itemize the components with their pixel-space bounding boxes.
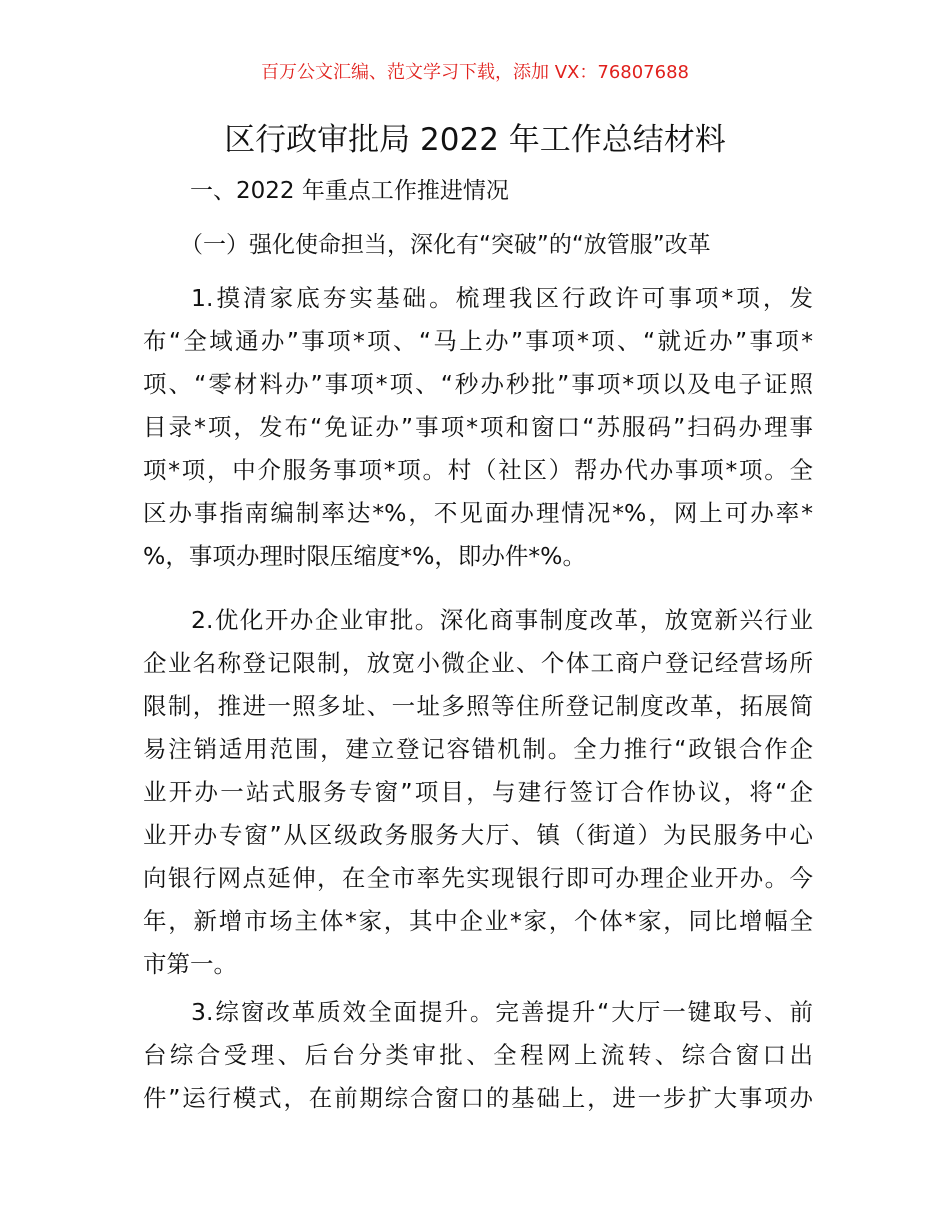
text-line: 目录*项，发布“免证办”事项*项和窗口“苏服码”扫码办理事 (143, 413, 813, 441)
subsection-heading: （一）强化使命担当，深化有“突破”的“放管服”改革 (180, 232, 711, 258)
document-title: 区行政审批局 2022 年工作总结材料 (224, 122, 726, 158)
text-line: 业开办一站式服务专窗”项目，与建行签订合作协议，将“企 (143, 778, 813, 806)
paragraph-1 (143, 277, 813, 578)
text-line: 区办事指南编制率达*%，不见面办理情况*%，网上可办率* (143, 499, 813, 527)
text-line: %，事项办理时限压缩度*%，即办件*%。 (143, 542, 586, 570)
text-line: 向银行网点延伸，在全市率先实现银行即可办理企业开办。今 (143, 864, 813, 892)
text-line: 1.摸清家底夯实基础。梳理我区行政许可事项*项，发 (191, 284, 813, 312)
text-line: 2.优化开办企业审批。深化商事制度改革，放宽新兴行业 (191, 606, 813, 634)
text-line: 业开办专窗”从区级政务服务大厅、镇（街道）为民服务中心 (143, 821, 813, 849)
text-line: 年，新增市场主体*家，其中企业*家，个体*家，同比增幅全 (143, 907, 813, 935)
text-line: 项、“零材料办”事项*项、“秒办秒批”事项*项以及电子证照 (143, 370, 813, 398)
text-line: 企业名称登记限制，放宽小微企业、个体工商户登记经营场所 (143, 649, 813, 677)
section-heading: 一、2022 年重点工作推进情况 (190, 178, 509, 204)
text-line: 布“全域通办”事项*项、“马上办”事项*项、“就近办”事项* (143, 327, 813, 355)
text-line: 易注销适用范围，建立登记容错机制。全力推行“政银合作企 (143, 735, 813, 763)
paragraph-3 (143, 991, 813, 1120)
text-line: 市第一。 (143, 950, 237, 978)
text-line: 台综合受理、后台分类审批、全程网上流转、综合窗口出 (143, 1041, 813, 1069)
watermark-banner: 百万公文汇编、范文学习下载，添加 VX：76807688 (261, 62, 689, 83)
text-line: 件”运行模式，在前期综合窗口的基础上，进一步扩大事项办 (143, 1084, 813, 1112)
text-line: 3.综窗改革质效全面提升。完善提升“大厅一键取号、前 (191, 998, 813, 1026)
text-line: 项*项，中介服务事项*项。村（社区）帮办代办事项*项。全 (143, 456, 813, 484)
paragraph-2 (143, 599, 813, 986)
text-line: 限制，推进一照多址、一址多照等住所登记制度改革，拓展简 (143, 692, 813, 720)
